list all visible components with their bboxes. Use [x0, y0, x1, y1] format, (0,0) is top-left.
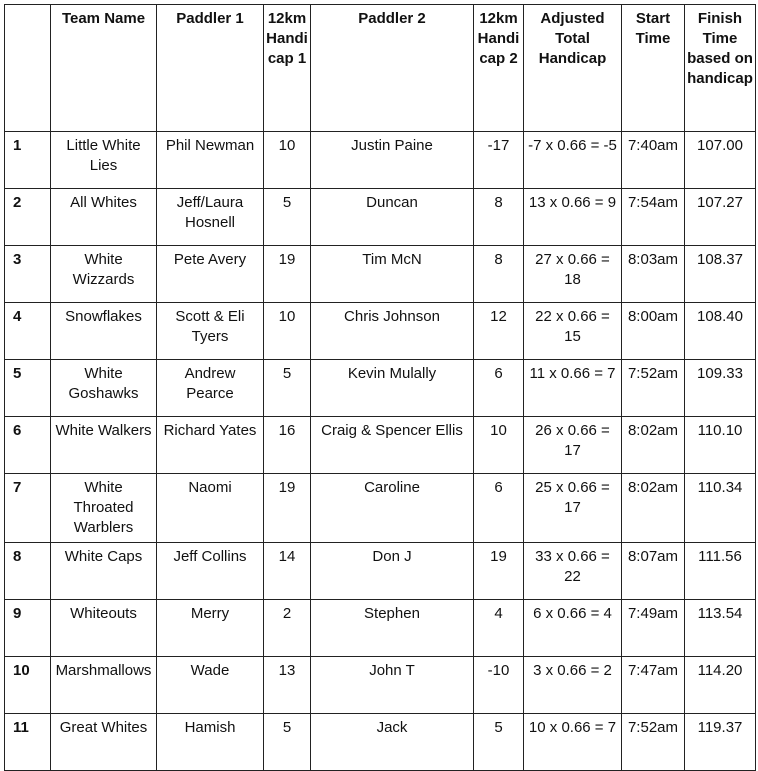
handicap-2: 19	[474, 543, 524, 600]
table-row	[5, 474, 756, 543]
paddler-2: Caroline	[311, 474, 474, 543]
paddler-1: Naomi	[157, 474, 264, 543]
paddler-1: Andrew Pearce	[157, 360, 264, 417]
team-name: White Caps	[51, 543, 157, 600]
start-time: 8:03am	[622, 246, 685, 303]
adjusted-total: 10 x 0.66 = 7	[524, 714, 622, 771]
paddler-1: Hamish	[157, 714, 264, 771]
paddler-1: Phil Newman	[157, 132, 264, 189]
paddler-2: Stephen	[311, 600, 474, 657]
team-name: Marshmallows	[51, 657, 157, 714]
team-name: White Throated Warblers	[51, 474, 157, 543]
team-name: All Whites	[51, 189, 157, 246]
paddler-1: Merry	[157, 600, 264, 657]
handicap-2: 8	[474, 246, 524, 303]
team-name: White Walkers	[51, 417, 157, 474]
row-number: 2	[5, 189, 51, 246]
table-row	[5, 417, 756, 474]
row-number: 5	[5, 360, 51, 417]
paddler-1: Richard Yates	[157, 417, 264, 474]
start-time: 8:00am	[622, 303, 685, 360]
adjusted-total: 22 x 0.66 = 15	[524, 303, 622, 360]
header-handicap-2: 12km Handicap 2	[474, 5, 524, 132]
finish-time: 110.10	[685, 417, 756, 474]
adjusted-total: -7 x 0.66 = -5	[524, 132, 622, 189]
finish-time: 107.27	[685, 189, 756, 246]
start-time: 7:47am	[622, 657, 685, 714]
adjusted-total: 25 x 0.66 = 17	[524, 474, 622, 543]
handicap-1: 5	[264, 360, 311, 417]
adjusted-total: 11 x 0.66 = 7	[524, 360, 622, 417]
paddler-1: Pete Avery	[157, 246, 264, 303]
handicap-2: -10	[474, 657, 524, 714]
header-team-name: Team Name	[51, 5, 157, 132]
row-number: 4	[5, 303, 51, 360]
handicap-1: 16	[264, 417, 311, 474]
header-row	[5, 5, 756, 132]
row-number: 6	[5, 417, 51, 474]
adjusted-total: 3 x 0.66 = 2	[524, 657, 622, 714]
table-row	[5, 132, 756, 189]
row-number: 8	[5, 543, 51, 600]
finish-time: 119.37	[685, 714, 756, 771]
handicap-2: 4	[474, 600, 524, 657]
paddler-2: Chris Johnson	[311, 303, 474, 360]
finish-time: 111.56	[685, 543, 756, 600]
adjusted-total: 26 x 0.66 = 17	[524, 417, 622, 474]
start-time: 7:49am	[622, 600, 685, 657]
handicap-1: 10	[264, 132, 311, 189]
handicap-2: 6	[474, 360, 524, 417]
header-paddler-1: Paddler 1	[157, 5, 264, 132]
handicap-2: 6	[474, 474, 524, 543]
paddler-2: Justin Paine	[311, 132, 474, 189]
header-number	[5, 5, 51, 132]
paddler-2: Craig & Spencer Ellis	[311, 417, 474, 474]
handicap-1: 5	[264, 714, 311, 771]
handicap-2: 8	[474, 189, 524, 246]
handicap-2: -17	[474, 132, 524, 189]
finish-time: 110.34	[685, 474, 756, 543]
start-time: 7:40am	[622, 132, 685, 189]
finish-time: 107.00	[685, 132, 756, 189]
handicap-1: 5	[264, 189, 311, 246]
paddler-2: Jack	[311, 714, 474, 771]
table-row	[5, 600, 756, 657]
handicap-2: 10	[474, 417, 524, 474]
paddler-2: John T	[311, 657, 474, 714]
table-row	[5, 189, 756, 246]
adjusted-total: 33 x 0.66 = 22	[524, 543, 622, 600]
row-number: 3	[5, 246, 51, 303]
handicap-results-table	[4, 4, 756, 771]
handicap-1: 14	[264, 543, 311, 600]
paddler-1: Jeff/Laura Hosnell	[157, 189, 264, 246]
handicap-1: 13	[264, 657, 311, 714]
start-time: 7:54am	[622, 189, 685, 246]
table-row	[5, 657, 756, 714]
header-paddler-2: Paddler 2	[311, 5, 474, 132]
handicap-2: 12	[474, 303, 524, 360]
start-time: 7:52am	[622, 714, 685, 771]
table-row	[5, 714, 756, 771]
start-time: 8:02am	[622, 417, 685, 474]
paddler-2: Don J	[311, 543, 474, 600]
team-name: White Goshawks	[51, 360, 157, 417]
header-start-time: Start Time	[622, 5, 685, 132]
adjusted-total: 6 x 0.66 = 4	[524, 600, 622, 657]
handicap-1: 19	[264, 246, 311, 303]
start-time: 8:07am	[622, 543, 685, 600]
team-name: Little White Lies	[51, 132, 157, 189]
row-number: 9	[5, 600, 51, 657]
team-name: Snowflakes	[51, 303, 157, 360]
table-row	[5, 303, 756, 360]
table-row	[5, 360, 756, 417]
paddler-1: Scott & Eli Tyers	[157, 303, 264, 360]
handicap-1: 2	[264, 600, 311, 657]
finish-time: 108.37	[685, 246, 756, 303]
row-number: 11	[5, 714, 51, 771]
adjusted-total: 13 x 0.66 = 9	[524, 189, 622, 246]
finish-time: 113.54	[685, 600, 756, 657]
start-time: 7:52am	[622, 360, 685, 417]
paddler-1: Wade	[157, 657, 264, 714]
row-number: 10	[5, 657, 51, 714]
finish-time: 114.20	[685, 657, 756, 714]
row-number: 7	[5, 474, 51, 543]
header-adjusted-total: Adjusted Total Handicap	[524, 5, 622, 132]
finish-time: 109.33	[685, 360, 756, 417]
adjusted-total: 27 x 0.66 = 18	[524, 246, 622, 303]
finish-time: 108.40	[685, 303, 756, 360]
handicap-1: 10	[264, 303, 311, 360]
handicap-2: 5	[474, 714, 524, 771]
team-name: White Wizzards	[51, 246, 157, 303]
start-time: 8:02am	[622, 474, 685, 543]
paddler-2: Duncan	[311, 189, 474, 246]
handicap-1: 19	[264, 474, 311, 543]
table-row	[5, 543, 756, 600]
table-row	[5, 246, 756, 303]
paddler-2: Kevin Mulally	[311, 360, 474, 417]
row-number: 1	[5, 132, 51, 189]
header-handicap-1: 12km Handicap 1	[264, 5, 311, 132]
team-name: Whiteouts	[51, 600, 157, 657]
header-finish-time: Finish Time based on handicap	[685, 5, 756, 132]
paddler-2: Tim McN	[311, 246, 474, 303]
team-name: Great Whites	[51, 714, 157, 771]
paddler-1: Jeff Collins	[157, 543, 264, 600]
